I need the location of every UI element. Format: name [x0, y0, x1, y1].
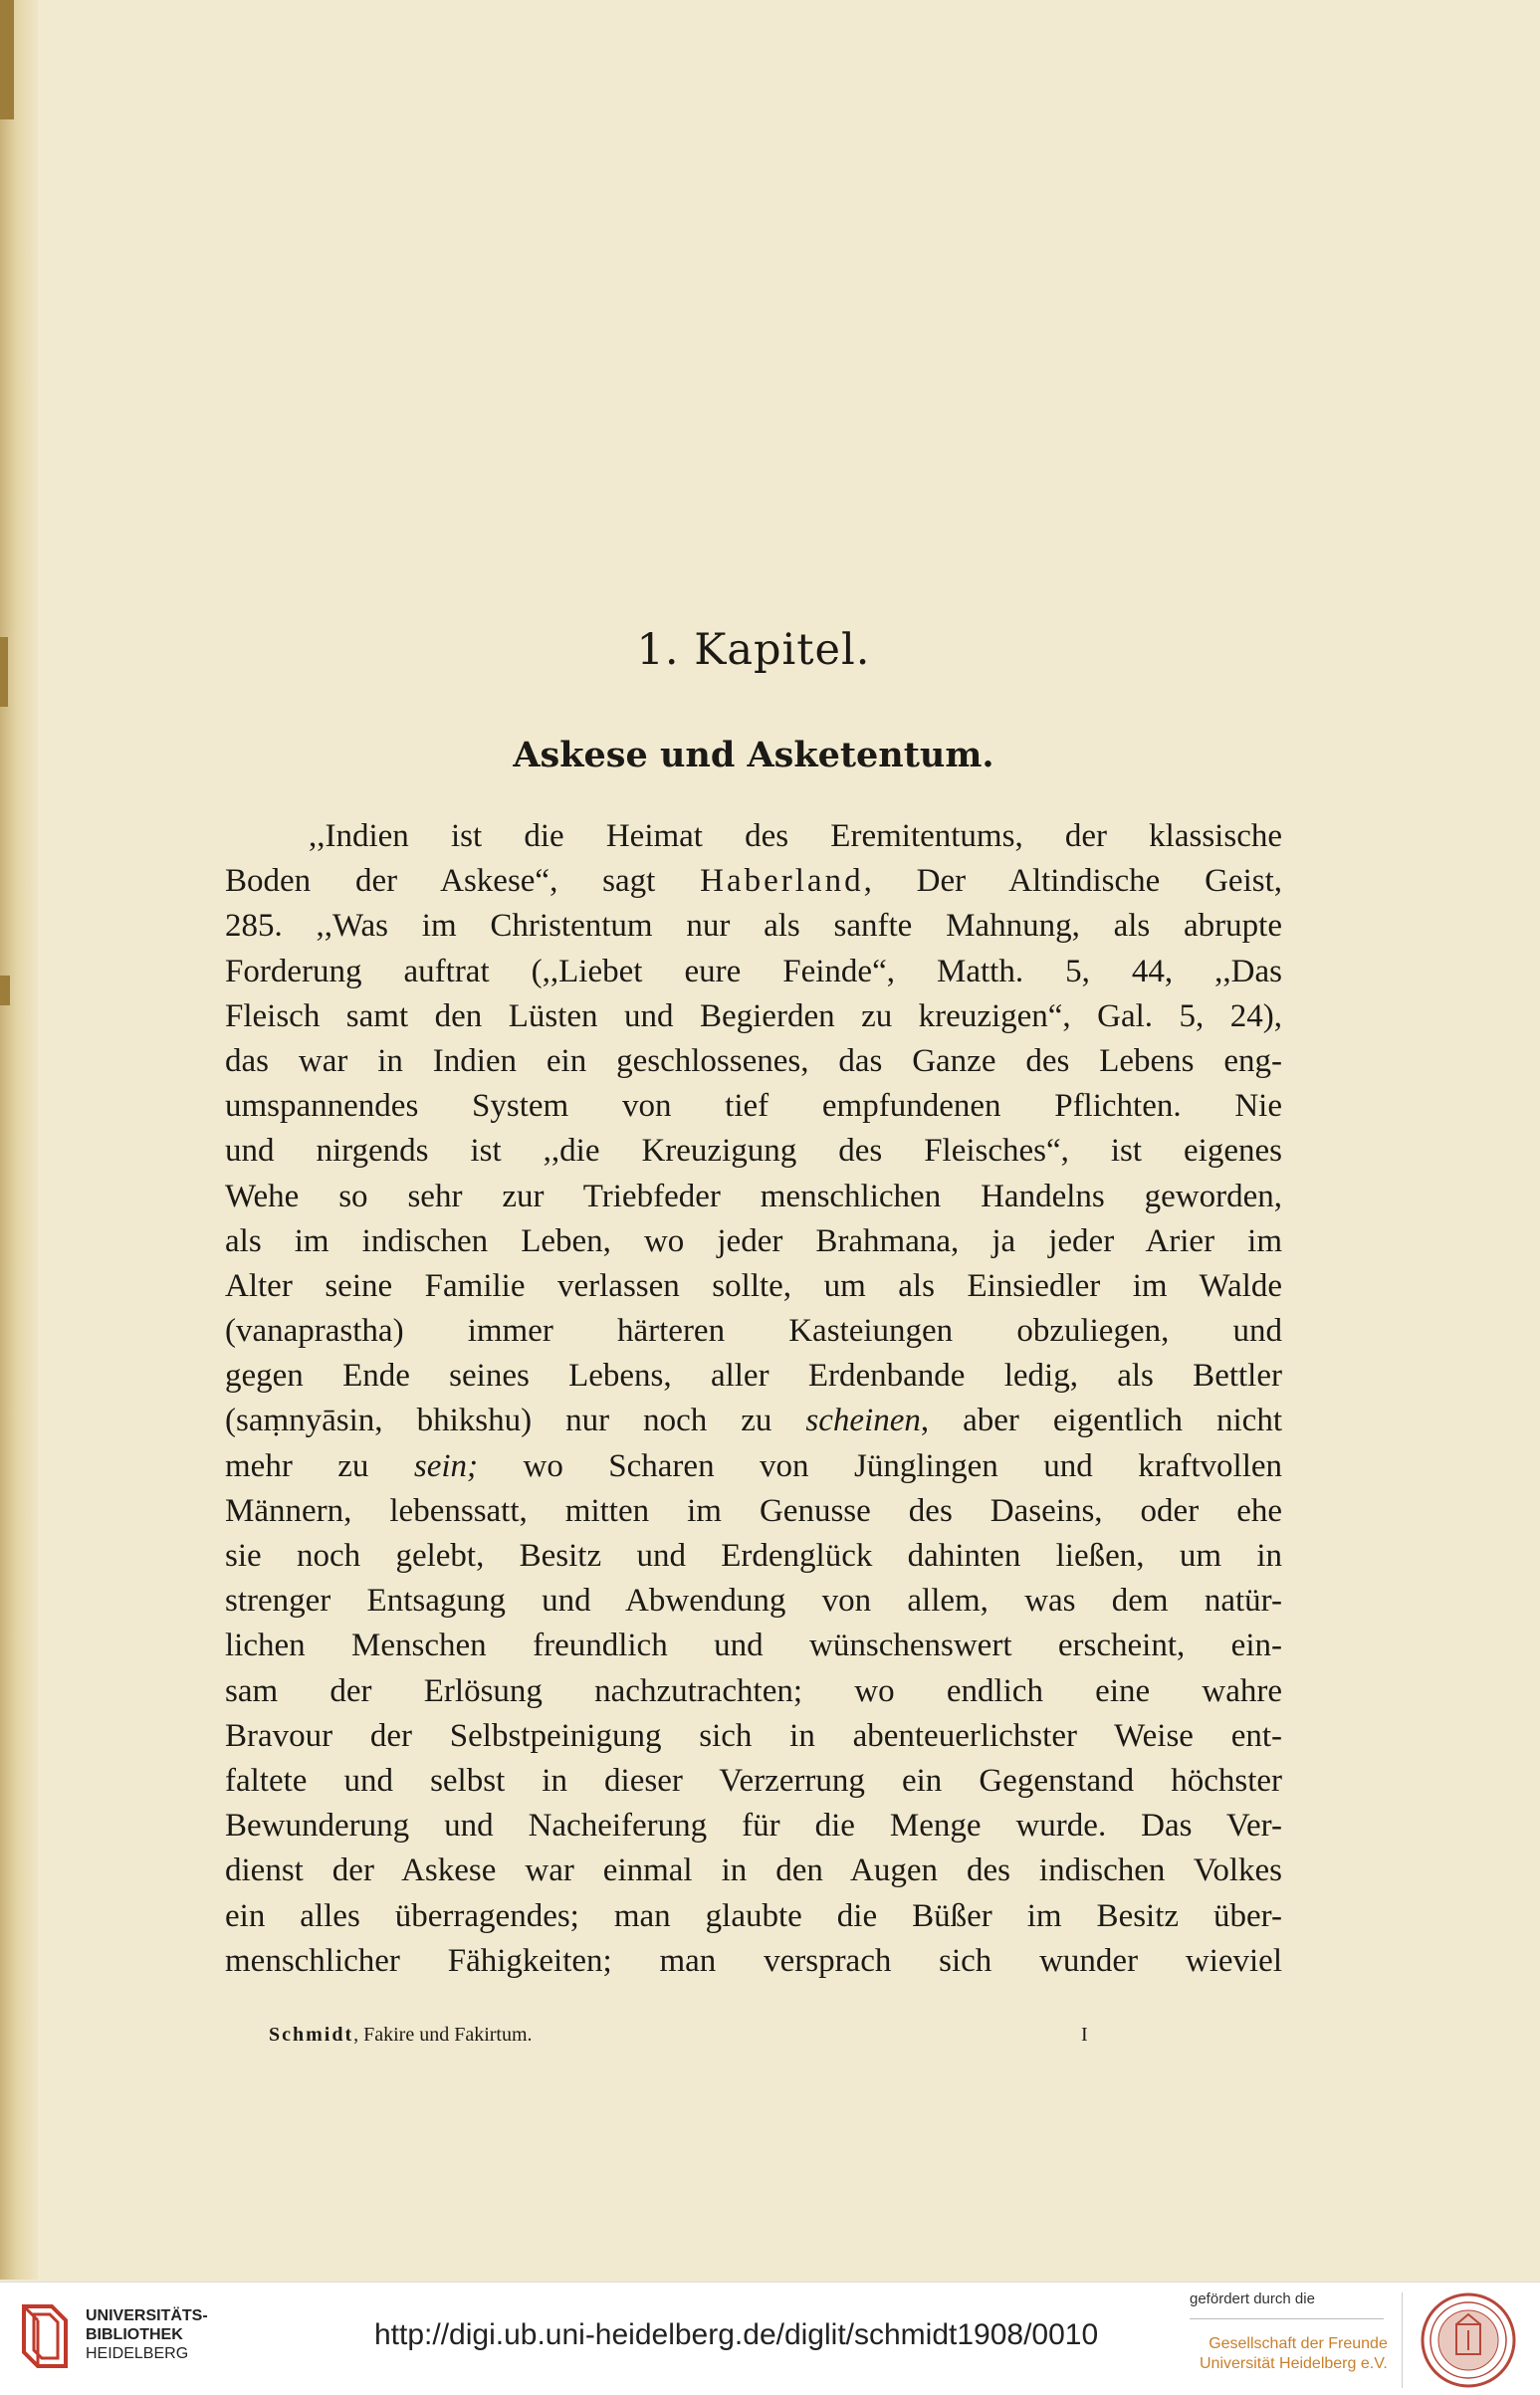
text-line: [225, 1894, 1282, 1939]
sponsor-line-1: Gesellschaft der Freunde: [1209, 2335, 1388, 2352]
text-segment: (vanaprastha) immer härteren Kasteiungen obzuliegen, und: [225, 1313, 1282, 1350]
text-line: [225, 1489, 1282, 1534]
text-line: [225, 1219, 1282, 1264]
text-segment: ein alles überragendes; man glaubte die Büßer im Besitz über-: [225, 1897, 1282, 1934]
text-line: [225, 994, 1282, 1039]
text-segment: Haberland: [700, 863, 864, 900]
text-segment: menschlicher Fähigkeiten; man versprach sich wunder wieviel: [225, 1942, 1282, 1979]
text-segment: sam der Erlösung nachzutrachten; wo endlich eine wahre: [225, 1672, 1282, 1709]
text-line: [225, 1579, 1282, 1624]
text-line: [225, 1129, 1282, 1174]
text-segment: 285. ,,Was im Christentum nur als sanfte Mahnung, als abrupte: [225, 908, 1282, 945]
text-line: [225, 1534, 1282, 1579]
permalink-url[interactable]: http://digi.ub.uni-heidelberg.de/diglit/schmidt1908/0010: [374, 2318, 1099, 2351]
footer-sheet-number: I: [1081, 2024, 1088, 2046]
text-segment: faltete und selbst in dieser Verzerrung ein Gegenstand höchster: [225, 1762, 1282, 1799]
sponsor-name: [1200, 2334, 1388, 2374]
chapter-number: 1. Kapitel.: [636, 625, 871, 675]
text-segment: mehr zu: [225, 1447, 414, 1484]
text-segment: wo Scharen von Jünglingen und kraftvollen: [478, 1447, 1283, 1484]
text-line: [225, 1759, 1282, 1804]
text-line: [225, 1354, 1282, 1399]
text-segment: Alter seine Familie verlassen sollte, um als Einsiedler im Walde: [225, 1267, 1282, 1304]
chapter-title: Askese und Asketentum.: [513, 735, 994, 775]
text-line: [225, 1175, 1282, 1219]
text-line: [225, 1624, 1282, 1668]
footer-divider: [1402, 2292, 1403, 2388]
text-segment: umspannendes System von tief empfundenen Pflichten. Nie: [225, 1088, 1282, 1125]
text-segment: ,,Indien ist die Heimat des Eremitentums, der klassische: [309, 818, 1282, 854]
text-segment: als im indischen Leben, wo jeder Brahmana, ja jeder Arier im: [225, 1222, 1282, 1259]
sponsor-intro: gefördert durch die: [1190, 2290, 1315, 2307]
text-line: [225, 814, 1282, 859]
text-segment: dienst der Askese war einmal in den Augen des indischen Volkes: [225, 1852, 1282, 1889]
text-line: [225, 1444, 1282, 1489]
text-segment: Männern, lebenssatt, mitten im Genusse des Daseins, oder ehe: [225, 1492, 1282, 1529]
text-line: [225, 1669, 1282, 1714]
text-line: [225, 1039, 1282, 1084]
text-segment: gegen Ende seines Lebens, aller Erdenbande ledig, als Bettler: [225, 1358, 1282, 1395]
university-library-logo-icon: [14, 2300, 74, 2372]
library-line-2: BIBLIOTHEK: [86, 2326, 183, 2343]
university-seal-icon: [1419, 2290, 1518, 2390]
text-segment: scheinen: [805, 1403, 921, 1439]
page-edge: [0, 0, 38, 2280]
text-line: [225, 1714, 1282, 1759]
text-segment: das war in Indien ein geschlossenes, das Ganze des Lebens eng-: [225, 1042, 1282, 1079]
text-segment: lichen Menschen freundlich und wünschenswert erscheint, ein-: [225, 1628, 1282, 1664]
text-line: [225, 904, 1282, 949]
text-line: [225, 1309, 1282, 1354]
text-line: [225, 1084, 1282, 1129]
library-line-1: UNIVERSITÄTS-: [86, 2307, 208, 2324]
text-segment: sein;: [413, 1447, 479, 1484]
text-segment: Wehe so sehr zur Triebfeder menschlichen Handelns geworden,: [225, 1178, 1282, 1214]
text-line: [225, 1399, 1282, 1443]
footer-book: , Fakire und Fakirtum.: [353, 2024, 533, 2046]
university-library-name: [86, 2306, 208, 2363]
text-line: [225, 1804, 1282, 1849]
footer-signature: [269, 2024, 533, 2047]
text-segment: Bewunderung und Nacheiferung für die Menge wurde. Das Ver-: [225, 1808, 1282, 1845]
library-line-3: HEIDELBERG: [86, 2345, 189, 2362]
text-segment: und nirgends ist ,,die Kreuzigung des Fleisches“, ist eigenes: [225, 1133, 1282, 1170]
text-line: [225, 1849, 1282, 1893]
text-segment: , aber eigentlich nicht: [920, 1403, 1282, 1439]
text-line: [225, 859, 1282, 904]
text-line: [225, 1939, 1282, 1984]
footer-author: Schmidt: [269, 2024, 354, 2046]
body-paragraph: [225, 814, 1282, 1984]
text-segment: Fleisch samt den Lüsten und Begierden zu kreuzigen“, Gal. 5, 24),: [225, 997, 1282, 1034]
text-segment: strenger Entsagung und Abwendung von allem, was dem natür-: [225, 1583, 1282, 1620]
text-segment: Bravour der Selbstpeinigung sich in abenteuerlichster Weise ent-: [225, 1717, 1282, 1754]
text-segment: (saṃnyāsin, bhikshu) nur noch zu: [225, 1403, 806, 1439]
text-line: [225, 950, 1282, 994]
text-line: [225, 1264, 1282, 1309]
text-segment: sie noch gelebt, Besitz und Erdenglück dahinten ließen, um in: [225, 1538, 1282, 1574]
text-segment: Forderung auftrat (,,Liebet eure Feinde“, Matth. 5, 44, ,,Das: [225, 953, 1282, 989]
sponsor-line-2: Universität Heidelberg e.V.: [1200, 2355, 1388, 2372]
text-segment: Boden der Askese“, sagt: [225, 863, 701, 900]
digitization-footer: [0, 2282, 1540, 2395]
text-segment: , Der Altindische Geist,: [863, 863, 1282, 900]
sponsor-divider: [1190, 2318, 1384, 2319]
